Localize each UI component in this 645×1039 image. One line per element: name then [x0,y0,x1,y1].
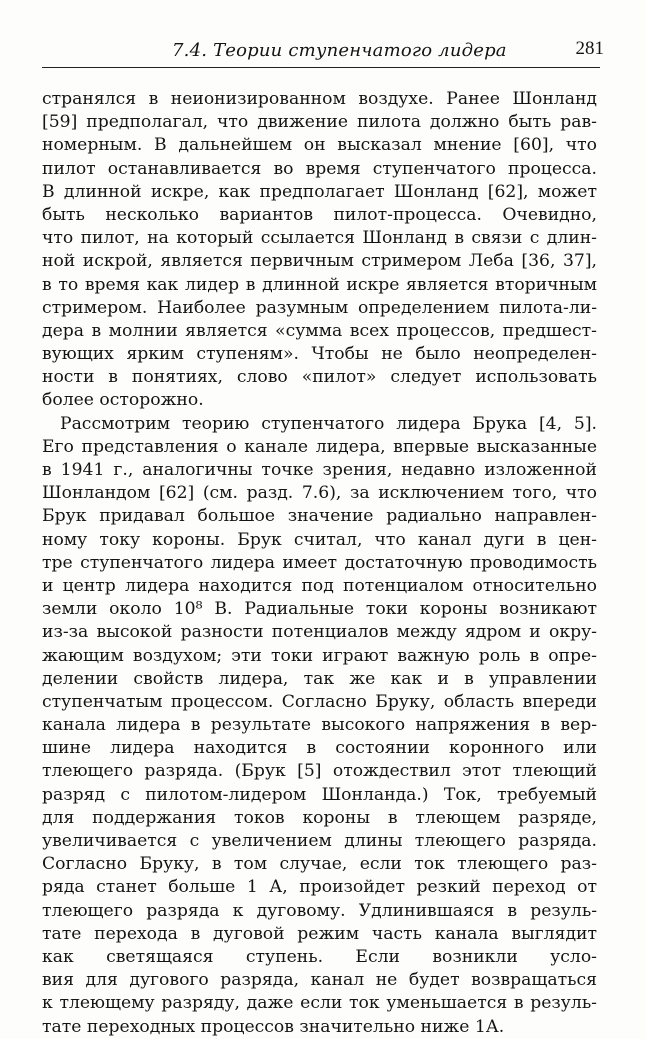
text-line: Его представления о канале лидера, впервые высказанные [42,436,597,457]
text-line: Рассмотрим теорию ступенчатого лидера Брука [4, 5]. [60,413,597,434]
text-line: ности в понятиях, слово «пилот» следует использовать [42,367,597,388]
text-line: тлеющего разряда. (Брук [5] отождествил этот тлеющий [42,761,597,782]
text-line: ряда станет больше 1 А, произойдет резкий переход от [42,877,597,898]
text-line: Согласно Бруку, в том случае, если ток тлеющего раз- [42,854,597,875]
text-line: тлеющего разряда к дуговому. Удлинившаяся в резуль- [42,900,597,921]
text-line: Брук придавал большое значение радиально направлен- [42,506,597,527]
text-line: что пилот, на который ссылается Шонланд в связи с длин- [42,228,597,249]
text-line: в то время как лидер в длинной искре является вторичным [42,274,597,295]
text-line: шине лидера находится в состоянии коронного или [42,738,597,759]
text-line: более осторожно. [42,390,204,411]
text-line: быть несколько вариантов пилот-процесса. Очевидно, [42,204,597,225]
text-line: из-за высокой разности потенциалов между ядром и окру- [42,622,597,643]
text-line: вующих ярким ступеням». Чтобы не было неопределен- [42,344,597,365]
text-line: В длинной искре, как предполагает Шонланд [62], может [42,181,597,202]
page-header [42,38,602,66]
text-line: тре ступенчатого лидера имеет достаточную проводимость [42,552,597,573]
text-line: земли около 10⁸ В. Радиальные токи короны возникают [42,599,597,620]
page-number: 281 [575,38,604,59]
text-line: и центр лидера находится под потенциалом относительно [42,575,597,596]
text-line: увеличивается с увеличением длины тлеющего разряда. [42,831,597,851]
text-line: Шонландом [62] (см. разд. 7.6), за исключением того, что [42,483,597,504]
text-line: странялся в неионизированном воздухе. Ранее Шонланд [42,89,597,109]
text-line: в 1941 г., аналогичны точке зрения, недавно изложенной [42,460,597,480]
text-line: тате перехода в дуговой режим часть канала выглядит [42,923,597,944]
text-line: стримером. Наиболее разумным определением пилота-ли- [42,297,597,318]
text-line: ному току короны. Брук считал, что канал дуги в цен- [42,529,597,550]
running-title: 7.4. Теории ступенчатого лидера [172,40,507,61]
text-line: вия для дугового разряда, канал не будет возвращаться [42,970,597,991]
body-text [42,88,597,1039]
text-line: номерным. В дальнейшем он высказал мнение [60], что [42,135,597,156]
text-line: для поддержания токов короны в тлеющем разряде, [42,807,597,828]
text-line: к тлеющему разряду, даже если ток уменьшается в резуль- [42,993,597,1014]
text-line: пилот останавливается во время ступенчатого процесса. [42,158,597,179]
text-line: разряд с пилотом-лидером Шонланда.) Ток, требуемый [42,784,597,805]
text-line: делении свойств лидера, так же как и в управлении [42,668,597,689]
text-line: тате переходных процессов значительно ниже 1А. [42,1016,505,1037]
text-line: ступенчатым процессом. Согласно Бруку, область впереди [42,691,597,712]
text-line: как светящаяся ступень. Если возникли усло- [42,946,597,967]
header-rule [42,67,600,68]
text-line: канала лидера в результате высокого напряжения в вер- [42,715,597,736]
text-line: [59] предполагал, что движение пилота должно быть рав- [42,112,597,133]
text-line: дера в молнии является «сумма всех процессов, предшест- [42,320,597,341]
text-line: ной искрой, является первичным стримером Леба [36, 37], [42,251,597,272]
text-line: жающим воздухом; эти токи играют важную роль в опре- [42,645,597,666]
